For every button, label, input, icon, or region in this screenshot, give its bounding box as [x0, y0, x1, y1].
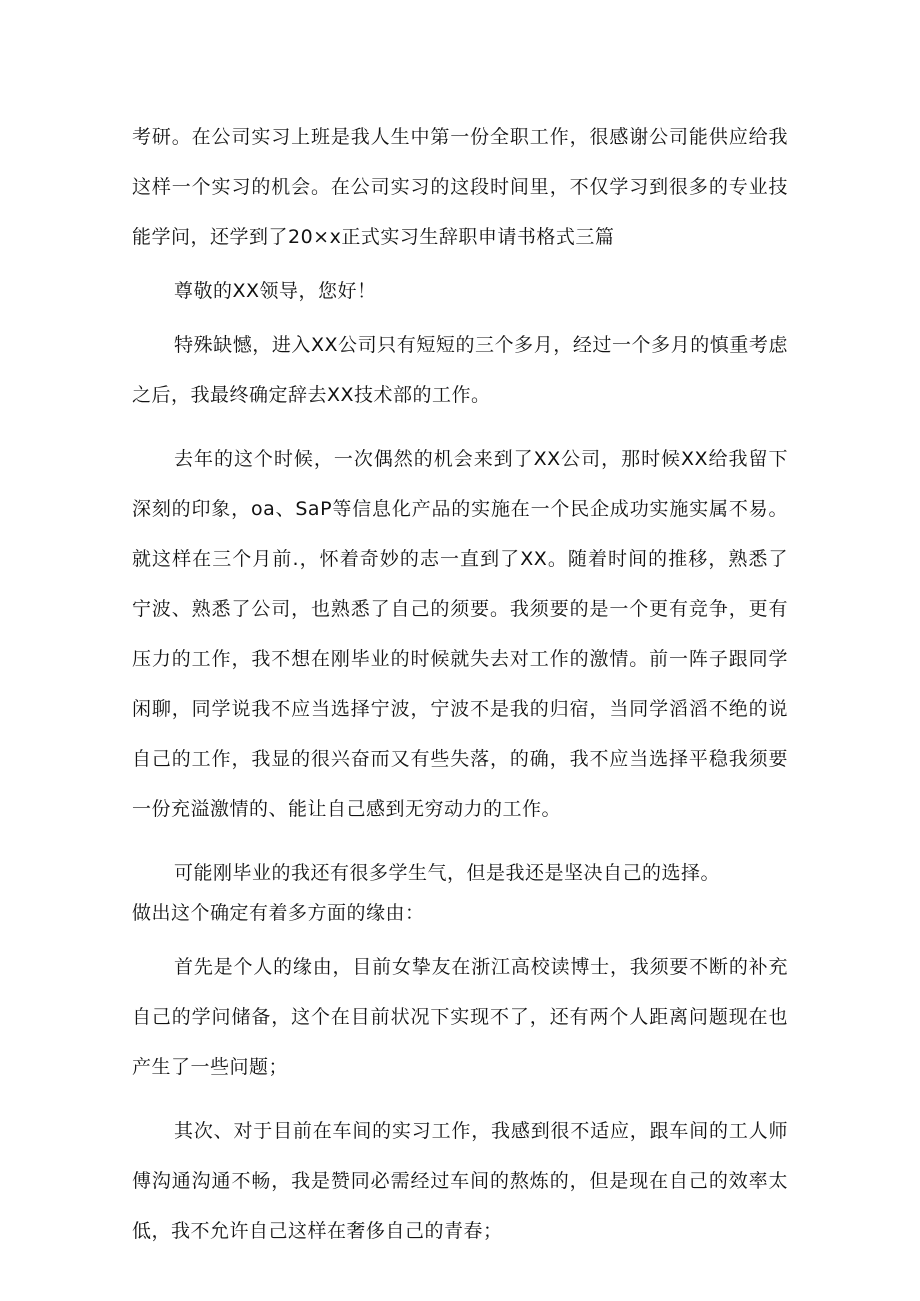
- paragraph-reasons-intro: 做出这个确定有着多方面的缘由：: [132, 902, 425, 924]
- paragraph-salutation: 尊敬的XX领导，您好！: [174, 280, 377, 302]
- paragraph-intro: 考研。在公司实习上班是我人生中第一份全职工作，很感谢公司能供应给我这样一个实习的机会。在公司实习的这段时间里，不仅学习到很多的专业技能学问，还学到了20×x正式实习生辞职申请书格式三篇: [132, 126, 788, 248]
- paragraph-reason-personal: 首先是个人的缘由，目前女挚友在浙江高校读博士，我须要不断的补充自己的学问储备，这个在目前状况下实现不了，还有两个人距离问题现在也产生了一些问题；: [132, 956, 788, 1078]
- paragraph-reason-workshop: 其次、对于目前在车间的实习工作，我感到很不适应，跟车间的工人师傅沟通沟通不畅，我是赞同必需经过车间的熬炼的，但是现在自己的效率太低，我不允许自己这样在奢侈自己的青春；: [132, 1120, 788, 1242]
- paragraph-background: 去年的这个时候，一次偶然的机会来到了XX公司，那时候XX给我留下深刻的印象，oa、SaP等信息化产品的实施在一个民企成功实施实属不易。就这样在三个月前.，怀着奇妙的志一直到了XX。随着时间的推移，熟悉了宁波、熟悉了公司，也熟悉了自己的须要。我须要的是一个更有竞争，更有压力的工作，我不想在刚毕业的时候就失去对工作的激情。前一阵子跟同学闲聊，同学说我不应当选择宁波，宁波不是我的归宿，当同学滔滔不绝的说自己的工作，我显的很兴奋而又有些失落，的确，我不应当选择平稳我须要一份充溢激情的、能让自己感到无穷动力的工作。: [132, 448, 788, 820]
- document-body: [132, 112, 788, 1256]
- paragraph-decision: 可能刚毕业的我还有很多学生气，但是我还是坚决自己的选择。: [174, 862, 721, 884]
- paragraph-regret: 特殊缺憾，进入XX公司只有短短的三个多月，经过一个多月的慎重考虑之后，我最终确定辞去XX技术部的工作。: [132, 334, 788, 406]
